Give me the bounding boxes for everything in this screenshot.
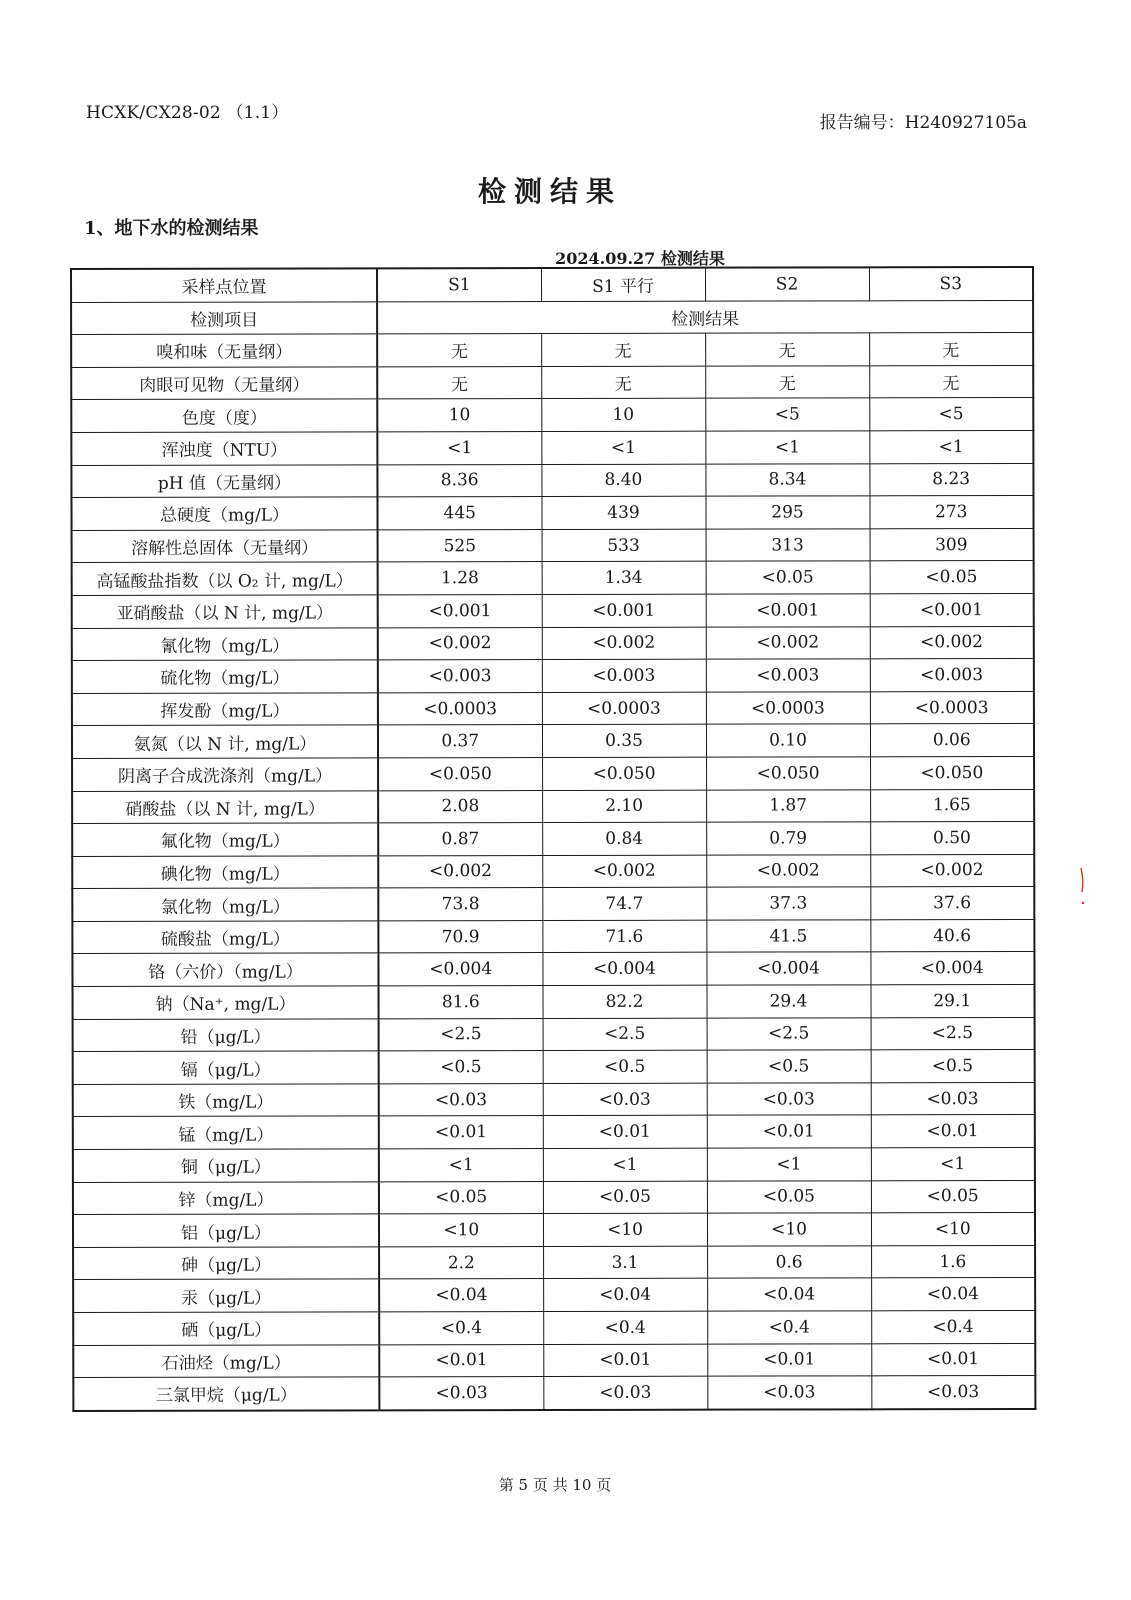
result-value-cell: <0.4 <box>543 1311 707 1344</box>
result-value-cell: <0.05 <box>543 1181 707 1214</box>
result-value-cell: 82.2 <box>543 985 707 1018</box>
result-value-cell: <2.5 <box>379 1018 543 1051</box>
result-value-cell: <1 <box>377 431 541 464</box>
table-row <box>73 1278 1035 1313</box>
table-row <box>71 365 1033 400</box>
result-value-cell: 73.8 <box>378 888 542 921</box>
result-value-cell: <5 <box>869 398 1033 431</box>
result-value-cell: <0.4 <box>379 1312 543 1345</box>
test-item-cell: 汞（μg/L） <box>73 1279 379 1312</box>
test-item-cell: 硒（μg/L） <box>73 1312 379 1345</box>
table-row <box>73 1213 1035 1248</box>
result-value-cell: 2.2 <box>379 1246 543 1279</box>
results-table <box>70 266 1036 1412</box>
result-value-cell: <1 <box>869 430 1033 463</box>
result-value-cell: 313 <box>706 529 870 562</box>
result-value-cell: 273 <box>869 496 1033 529</box>
table-row <box>72 659 1034 694</box>
sample-point-label: 采样点位置 <box>71 268 377 302</box>
table-row <box>73 1050 1035 1085</box>
test-item-cell: 锌（mg/L） <box>73 1181 379 1214</box>
result-value-cell: 29.1 <box>871 985 1035 1018</box>
result-value-cell: <0.004 <box>542 953 706 986</box>
table-row <box>72 561 1034 596</box>
result-value-cell: <0.4 <box>871 1310 1035 1343</box>
result-value-cell: <2.5 <box>871 1017 1035 1050</box>
result-value-cell: 0.35 <box>542 724 706 757</box>
sample-point-header-row <box>71 267 1033 302</box>
result-value-cell: <0.05 <box>707 1180 871 1213</box>
item-header-row <box>71 300 1033 335</box>
table-row <box>72 854 1034 889</box>
result-value-cell: <0.003 <box>378 660 542 693</box>
table-row <box>73 1343 1035 1378</box>
result-value-cell: <0.04 <box>379 1279 543 1312</box>
result-value-cell: 0.06 <box>870 724 1034 757</box>
result-value-cell: <1 <box>707 1148 871 1181</box>
section-heading: 1、地下水的检测结果 <box>84 218 259 239</box>
result-value-cell: <0.05 <box>379 1181 543 1214</box>
result-value-cell: 8.36 <box>377 464 541 497</box>
result-value-cell: 8.23 <box>869 463 1033 496</box>
result-value-cell: 29.4 <box>707 985 871 1018</box>
table-row <box>72 789 1034 824</box>
test-item-cell: 氯化物（mg/L） <box>72 888 378 921</box>
result-value-cell: <0.003 <box>542 659 706 692</box>
result-value-cell: 0.6 <box>707 1246 871 1279</box>
result-value-cell: <0.002 <box>378 855 542 888</box>
test-item-cell: 阴离子合成洗涤剂（mg/L） <box>72 758 378 791</box>
test-item-cell: 铅（μg/L） <box>73 1019 379 1052</box>
result-value-cell: <0.03 <box>543 1376 707 1409</box>
test-item-cell: pH 值（无量纲） <box>71 464 377 497</box>
sample-point-s2: S2 <box>705 267 869 300</box>
page-title: 检测结果 <box>477 175 622 208</box>
result-value-cell: <0.0003 <box>706 692 870 725</box>
result-value-cell: 无 <box>377 366 541 399</box>
result-value-cell: 41.5 <box>706 920 870 953</box>
report-number: 报告编号：H240927105a <box>819 113 1027 133</box>
result-value-cell: <0.04 <box>707 1278 871 1311</box>
result-value-cell: 0.87 <box>378 823 542 856</box>
result-value-cell: 1.34 <box>542 562 706 595</box>
result-value-cell: 70.9 <box>378 920 542 953</box>
result-value-cell: 0.50 <box>870 822 1034 855</box>
result-value-cell: 无 <box>869 365 1033 398</box>
test-item-cell: 氨氮（以 N 计, mg/L） <box>72 725 378 758</box>
result-value-cell: <0.5 <box>871 1050 1035 1083</box>
result-value-cell: <0.002 <box>870 626 1034 659</box>
result-value-cell: 37.6 <box>870 887 1034 920</box>
table-row <box>72 952 1034 987</box>
result-value-cell: 10 <box>541 399 705 432</box>
result-value-cell: <1 <box>705 431 869 464</box>
table-row <box>72 756 1034 791</box>
result-value-cell: <5 <box>705 398 869 431</box>
result-label: 检测结果 <box>377 300 1033 334</box>
table-row <box>72 593 1034 628</box>
result-value-cell: <0.001 <box>542 594 706 627</box>
test-item-cell: 浑浊度（NTU） <box>71 432 377 465</box>
result-value-cell: 无 <box>705 333 869 366</box>
document-code: HCXK/CX28-02 （1.1） <box>86 103 289 123</box>
result-value-cell: 40.6 <box>870 919 1034 952</box>
result-value-cell: <0.03 <box>543 1083 707 1116</box>
test-item-cell: 硝酸盐（以 N 计, mg/L） <box>72 790 378 823</box>
result-value-cell: <0.01 <box>543 1344 707 1377</box>
result-value-cell: 533 <box>542 529 706 562</box>
table-row <box>72 626 1034 661</box>
test-item-cell: 碘化物（mg/L） <box>72 856 378 889</box>
table-row <box>71 430 1033 465</box>
table-row <box>72 887 1034 922</box>
results-table-container <box>70 268 1032 1412</box>
result-value-cell: <0.002 <box>706 626 870 659</box>
table-row <box>73 1180 1035 1215</box>
table-row <box>71 398 1033 433</box>
result-value-cell: <0.5 <box>707 1050 871 1083</box>
result-value-cell: <0.05 <box>871 1180 1035 1213</box>
result-value-cell: <0.002 <box>378 627 542 660</box>
table-row <box>72 919 1034 954</box>
result-value-cell: <2.5 <box>707 1017 871 1050</box>
result-value-cell: 2.08 <box>378 790 542 823</box>
result-value-cell: <0.03 <box>871 1376 1035 1409</box>
result-value-cell: <0.01 <box>871 1343 1035 1376</box>
test-item-cell: 铬（六价）（mg/L） <box>72 953 378 986</box>
table-row <box>72 691 1034 726</box>
pen-mark <box>1078 866 1088 906</box>
result-value-cell: <0.001 <box>706 594 870 627</box>
test-item-cell: 挥发酚（mg/L） <box>72 693 378 726</box>
test-item-cell: 氟化物（mg/L） <box>72 823 378 856</box>
result-value-cell: <0.5 <box>379 1051 543 1084</box>
result-value-cell: 37.3 <box>706 887 870 920</box>
results-table-body <box>71 267 1035 1411</box>
table-row <box>73 1082 1035 1117</box>
result-value-cell: <0.050 <box>378 757 542 790</box>
result-value-cell: 1.65 <box>870 789 1034 822</box>
result-value-cell: <0.002 <box>542 627 706 660</box>
item-label: 检测项目 <box>71 301 377 334</box>
result-value-cell: 525 <box>378 529 542 562</box>
sample-point-s1-parallel: S1 平行 <box>541 268 705 301</box>
result-value-cell: 74.7 <box>542 887 706 920</box>
result-value-cell: <0.004 <box>378 953 542 986</box>
result-value-cell: <0.004 <box>870 952 1034 985</box>
result-value-cell: <0.01 <box>707 1343 871 1376</box>
result-value-cell: <0.03 <box>707 1083 871 1116</box>
table-row <box>72 822 1034 857</box>
result-value-cell: <0.5 <box>543 1050 707 1083</box>
result-value-cell: 309 <box>870 528 1034 561</box>
result-value-cell: 3.1 <box>543 1246 707 1279</box>
result-value-cell: <0.03 <box>379 1083 543 1116</box>
result-value-cell: 71.6 <box>542 920 706 953</box>
result-value-cell: <1 <box>541 431 705 464</box>
result-value-cell: <0.04 <box>871 1278 1035 1311</box>
result-value-cell: <0.050 <box>706 757 870 790</box>
test-item-cell: 铜（μg/L） <box>73 1149 379 1182</box>
test-item-cell: 溶解性总固体（无量纲） <box>72 530 378 563</box>
result-value-cell: <0.01 <box>707 1115 871 1148</box>
result-value-cell: <0.003 <box>870 659 1034 692</box>
test-item-cell: 肉眼可见物（无量纲） <box>71 367 377 400</box>
test-item-cell: 硫酸盐（mg/L） <box>72 921 378 954</box>
table-row <box>72 528 1034 563</box>
table-row <box>73 1017 1035 1052</box>
result-value-cell: <1 <box>871 1148 1035 1181</box>
result-value-cell: <10 <box>707 1213 871 1246</box>
result-value-cell: <0.003 <box>706 659 870 692</box>
result-value-cell: 0.37 <box>378 725 542 758</box>
test-item-cell: 高锰酸盐指数（以 O₂ 计, mg/L） <box>72 562 378 595</box>
result-value-cell: <2.5 <box>543 1018 707 1051</box>
result-value-cell: 无 <box>541 333 705 366</box>
page-footer: 第 5 页 共 10 页 <box>498 1476 612 1494</box>
result-value-cell: <0.002 <box>706 855 870 888</box>
result-value-cell: <0.0003 <box>870 691 1034 724</box>
result-value-cell: 439 <box>541 496 705 529</box>
result-value-cell: <0.01 <box>379 1344 543 1377</box>
result-value-cell: <0.001 <box>870 593 1034 626</box>
test-item-cell: 钠（Na⁺, mg/L） <box>73 986 379 1019</box>
result-value-cell: <0.05 <box>706 561 870 594</box>
table-row <box>73 1148 1035 1183</box>
result-value-cell: 0.84 <box>542 822 706 855</box>
result-value-cell: 81.6 <box>379 986 543 1019</box>
result-value-cell: 无 <box>705 366 869 399</box>
table-row <box>71 333 1033 368</box>
result-value-cell: 0.10 <box>706 724 870 757</box>
result-value-cell: <1 <box>379 1149 543 1182</box>
result-value-cell: <0.01 <box>871 1115 1035 1148</box>
result-value-cell: <0.03 <box>379 1377 543 1410</box>
result-value-cell: <0.0003 <box>542 692 706 725</box>
result-value-cell: <0.050 <box>870 756 1034 789</box>
result-value-cell: <0.03 <box>871 1082 1035 1115</box>
result-value-cell: <0.05 <box>870 561 1034 594</box>
result-value-cell: <0.01 <box>543 1116 707 1149</box>
test-item-cell: 色度（度） <box>71 399 377 432</box>
result-value-cell: <0.050 <box>542 757 706 790</box>
result-value-cell: 1.28 <box>378 562 542 595</box>
table-row <box>71 496 1033 531</box>
result-value-cell: 10 <box>377 399 541 432</box>
result-value-cell: <0.004 <box>706 952 870 985</box>
test-item-cell: 硫化物（mg/L） <box>72 660 378 693</box>
result-value-cell: <0.002 <box>542 855 706 888</box>
test-item-cell: 嗅和味（无量纲） <box>71 334 377 367</box>
result-value-cell: 无 <box>541 366 705 399</box>
table-caption: 2024.09.27 检测结果 <box>555 249 725 268</box>
result-value-cell: <0.01 <box>379 1116 543 1149</box>
result-value-cell: <0.4 <box>707 1311 871 1344</box>
result-value-cell: 8.40 <box>541 464 705 497</box>
test-item-cell: 总硬度（mg/L） <box>71 497 377 530</box>
result-value-cell: 445 <box>377 497 541 530</box>
sample-point-s1: S1 <box>377 268 541 301</box>
result-value-cell: 无 <box>377 334 541 367</box>
result-value-cell: <10 <box>543 1213 707 1246</box>
result-value-cell: 无 <box>869 333 1033 366</box>
test-item-cell: 亚硝酸盐（以 N 计, mg/L） <box>72 595 378 628</box>
result-value-cell: <10 <box>871 1213 1035 1246</box>
result-value-cell: <10 <box>379 1214 543 1247</box>
test-item-cell: 铝（μg/L） <box>73 1214 379 1247</box>
sample-point-s3: S3 <box>869 267 1033 300</box>
result-value-cell: <0.04 <box>543 1279 707 1312</box>
result-value-cell: <0.001 <box>378 594 542 627</box>
table-row <box>71 463 1033 498</box>
test-item-cell: 镉（μg/L） <box>73 1051 379 1084</box>
test-item-cell: 砷（μg/L） <box>73 1247 379 1280</box>
result-value-cell: <0.002 <box>870 854 1034 887</box>
result-value-cell: 1.6 <box>871 1245 1035 1278</box>
table-row <box>73 1376 1035 1411</box>
table-row <box>72 724 1034 759</box>
test-item-cell: 铁（mg/L） <box>73 1084 379 1117</box>
result-value-cell: 1.87 <box>706 789 870 822</box>
test-item-cell: 氰化物（mg/L） <box>72 627 378 660</box>
table-row <box>73 1115 1035 1150</box>
result-value-cell: 2.10 <box>542 790 706 823</box>
table-row <box>73 985 1035 1020</box>
result-value-cell: <0.03 <box>707 1376 871 1409</box>
result-value-cell: 0.79 <box>706 822 870 855</box>
table-row <box>73 1310 1035 1345</box>
result-value-cell: 295 <box>705 496 869 529</box>
result-value-cell: 8.34 <box>705 463 869 496</box>
result-value-cell: <1 <box>543 1148 707 1181</box>
test-item-cell: 三氯甲烷（μg/L） <box>73 1377 379 1411</box>
test-item-cell: 石油烃（mg/L） <box>73 1344 379 1377</box>
table-row <box>73 1245 1035 1280</box>
test-item-cell: 锰（mg/L） <box>73 1116 379 1149</box>
result-value-cell: <0.0003 <box>378 692 542 725</box>
